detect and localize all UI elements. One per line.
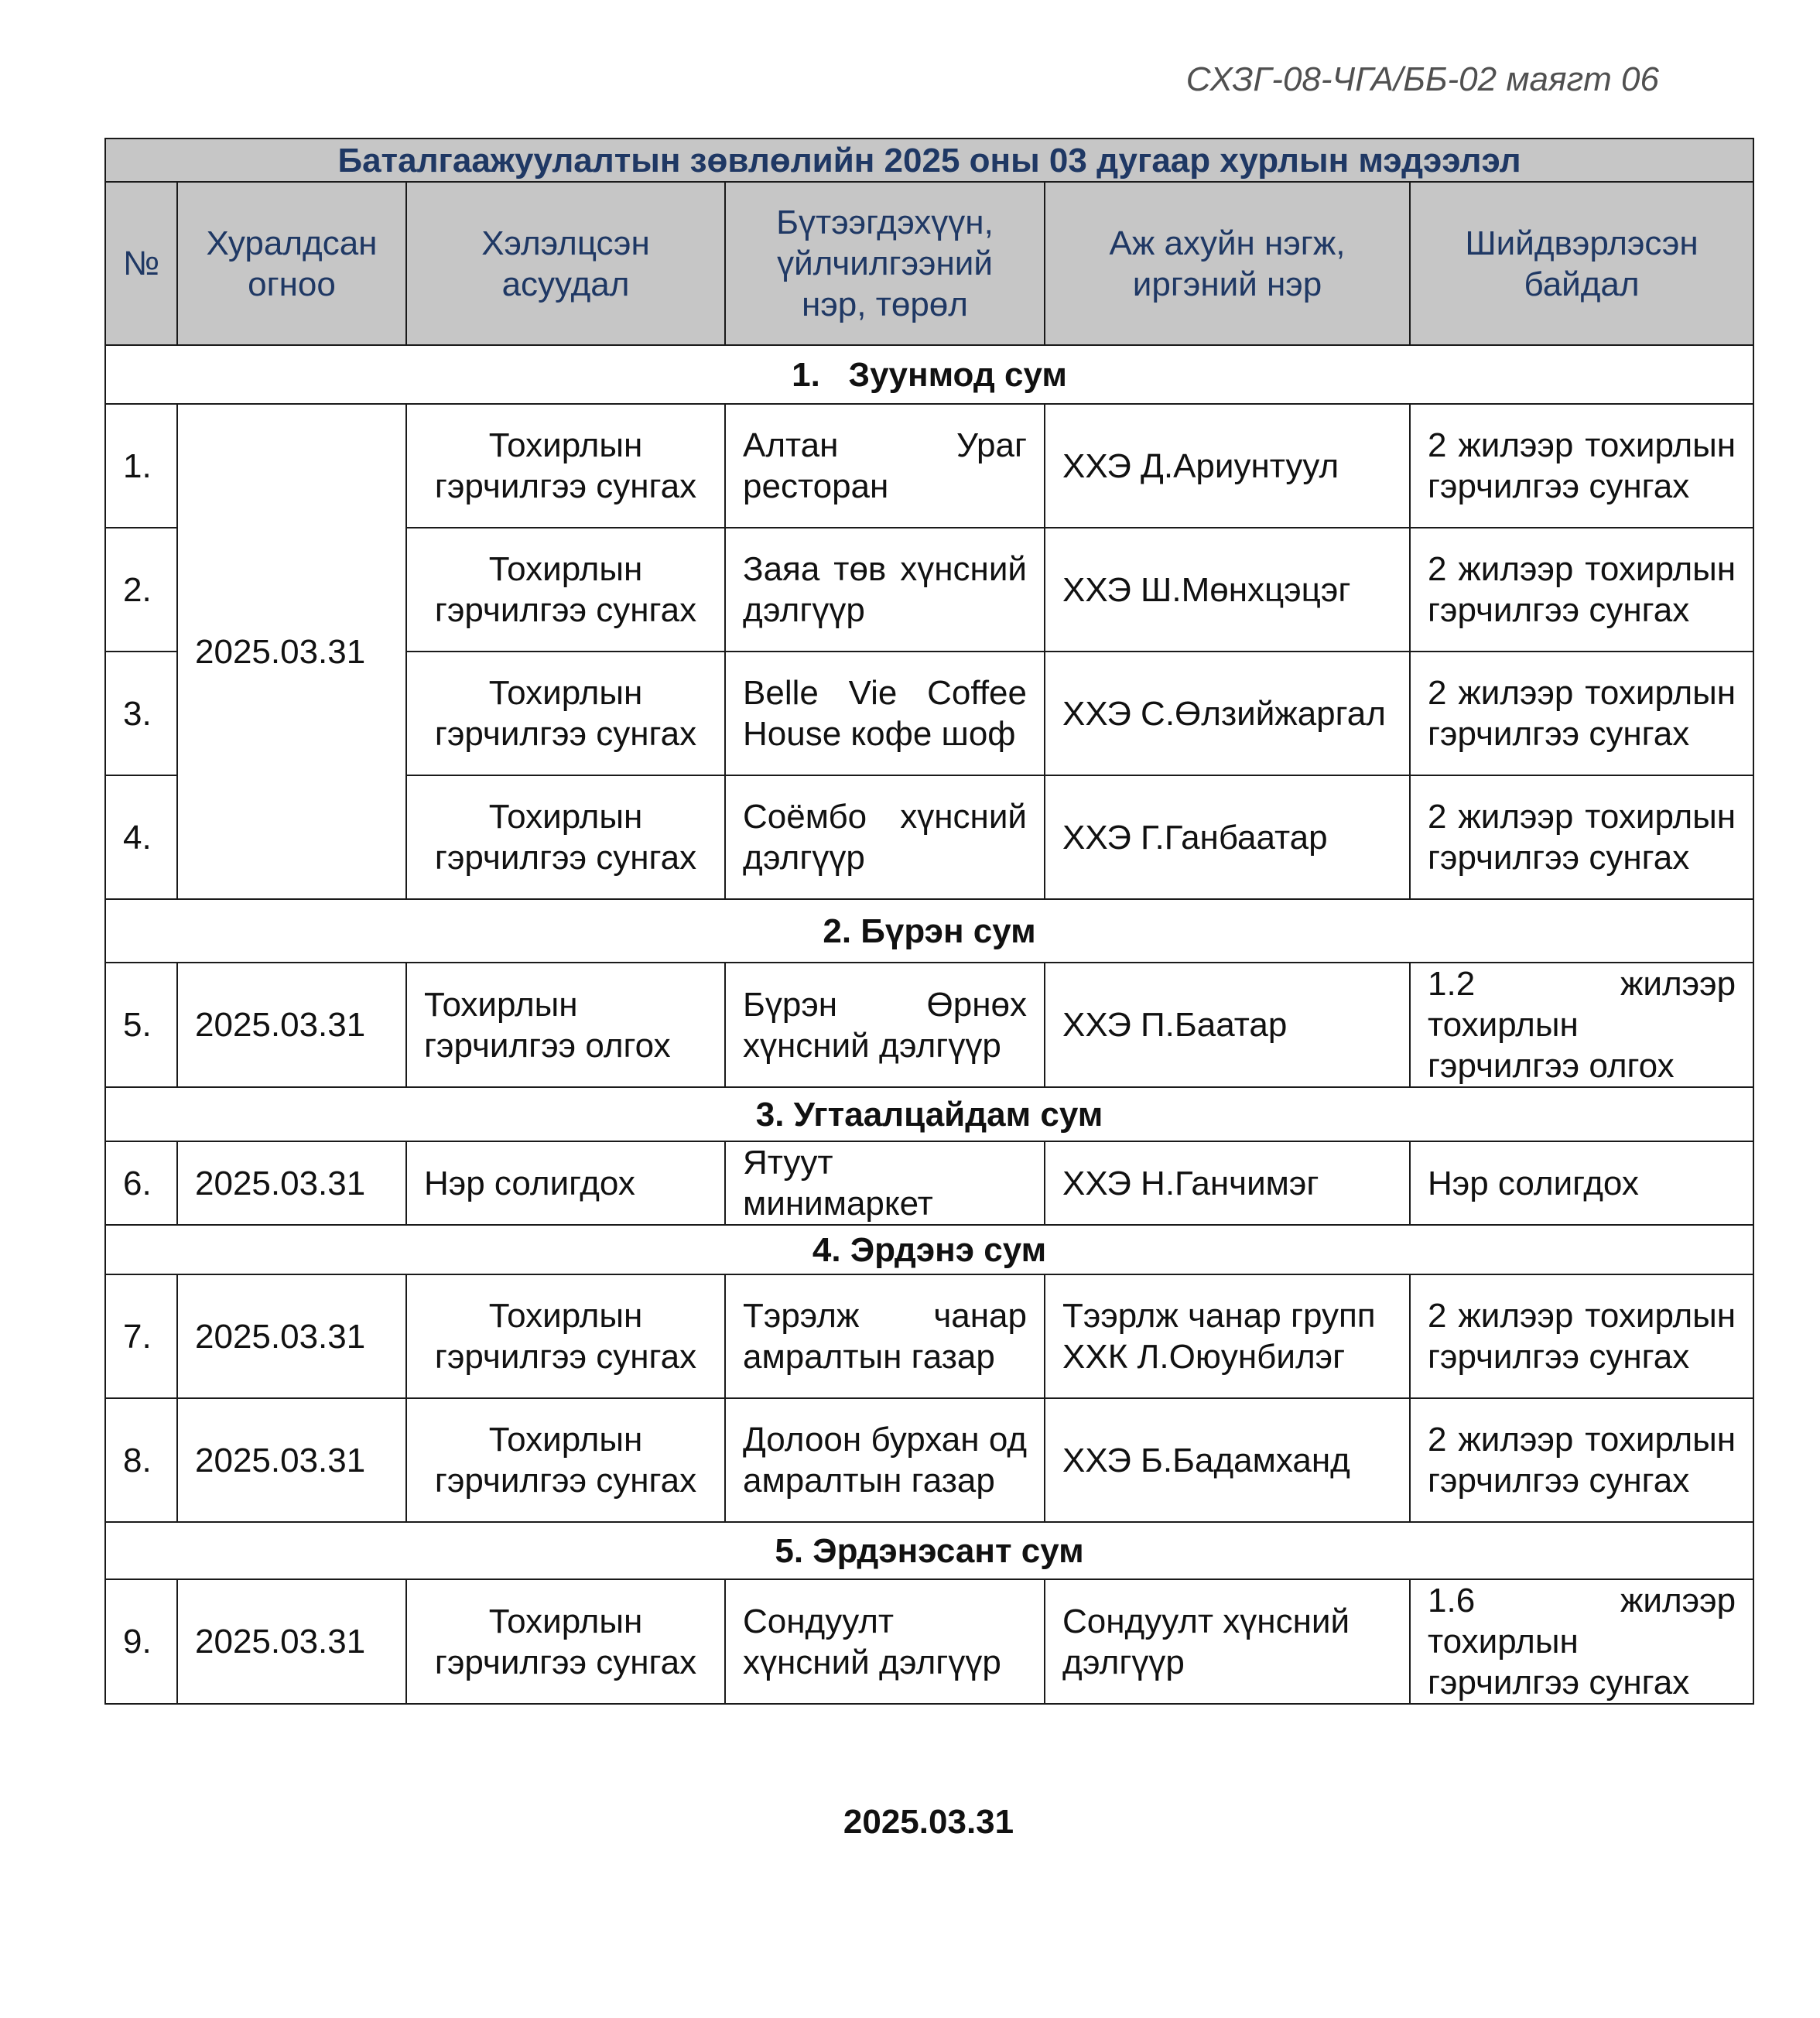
entity-cell: ХХЭ Н.Ганчимэг	[1045, 1141, 1410, 1225]
col-header-issue: Хэлэлцсэн асуудал	[406, 182, 725, 345]
row-number: 9.	[105, 1579, 177, 1704]
row-number: 5.	[105, 963, 177, 1087]
section-row	[105, 1522, 1753, 1579]
decision-cell: 2 жилээр тохирлын гэрчилгээ сунгах	[1410, 652, 1753, 775]
decision-cell: 2 жилээр тохирлын гэрчилгээ сунгах	[1410, 775, 1753, 899]
table-title-row	[105, 139, 1753, 182]
footer-date: 2025.03.31	[843, 1803, 1014, 1841]
table-row	[105, 1579, 1753, 1704]
decision-cell: 2 жилээр тохирлын гэрчилгээ сунгах	[1410, 404, 1753, 528]
meeting-date: 2025.03.31	[177, 1274, 406, 1398]
product-cell: Заяа төв хүнсний дэлгүүр	[725, 528, 1045, 652]
decision-cell: Нэр солигдох	[1410, 1141, 1753, 1225]
section-title: 2. Бүрэн сум	[105, 899, 1753, 963]
col-header-date: Хуралдсан огноо	[177, 182, 406, 345]
issue-cell: Нэр солигдох	[406, 1141, 725, 1225]
section-row	[105, 345, 1753, 404]
table-title: Баталгаажуулалтын зөвлөлийн 2025 оны 03 дугаар хурлын мэдээлэл	[105, 139, 1753, 182]
meeting-date: 2025.03.31	[177, 1579, 406, 1704]
product-cell: Belle Vie Coffee House кофе шоф	[725, 652, 1045, 775]
row-number: 3.	[105, 652, 177, 775]
issue-cell: Тохирлын гэрчилгээ сунгах	[406, 1579, 725, 1704]
decision-cell: 1.6 жилээр тохирлын гэрчилгээ сунгах	[1410, 1579, 1753, 1704]
section-row	[105, 899, 1753, 963]
product-cell: Ятуут минимаркет	[725, 1141, 1045, 1225]
issue-cell: Тохирлын гэрчилгээ сунгах	[406, 404, 725, 528]
decision-cell: 2 жилээр тохирлын гэрчилгээ сунгах	[1410, 1398, 1753, 1522]
decision-cell: 2 жилээр тохирлын гэрчилгээ сунгах	[1410, 528, 1753, 652]
entity-cell: ХХЭ Б.Бадамханд	[1045, 1398, 1410, 1522]
entity-cell: ХХЭ П.Баатар	[1045, 963, 1410, 1087]
row-number: 7.	[105, 1274, 177, 1398]
council-meeting-table	[104, 138, 1754, 1705]
section-row	[105, 1087, 1753, 1141]
col-header-entity: Аж ахуйн нэгж, иргэний нэр	[1045, 182, 1410, 345]
meeting-date: 2025.03.31	[177, 1141, 406, 1225]
form-code: СХЗГ-08-ЧГА/ББ-02 маягт 06	[1185, 60, 1659, 98]
section-title: 1. Зуунмод сум	[105, 345, 1753, 404]
section-title: 4. Эрдэнэ сум	[105, 1225, 1753, 1274]
section-row	[105, 1225, 1753, 1274]
issue-cell: Тохирлын гэрчилгээ сунгах	[406, 775, 725, 899]
entity-cell: ХХЭ Ш.Мөнхцэцэг	[1045, 528, 1410, 652]
meeting-date: 2025.03.31	[177, 1398, 406, 1522]
decision-cell: 1.2 жилээр тохирлын гэрчилгээ олгох	[1410, 963, 1753, 1087]
product-cell: Долоон бурхан од амралтын газар	[725, 1398, 1045, 1522]
entity-cell: Сондуулт хүнсний дэлгүүр	[1045, 1579, 1410, 1704]
table-row	[105, 404, 1753, 528]
entity-cell: ХХЭ С.Өлзийжаргал	[1045, 652, 1410, 775]
issue-cell: Тохирлын гэрчилгээ сунгах	[406, 528, 725, 652]
product-cell: Тэрэлж чанар амралтын газар	[725, 1274, 1045, 1398]
product-cell: Алтан Ураг ресторан	[725, 404, 1045, 528]
header-row	[105, 182, 1753, 345]
row-number: 4.	[105, 775, 177, 899]
meeting-date: 2025.03.31	[177, 963, 406, 1087]
row-number: 2.	[105, 528, 177, 652]
product-cell: Бүрэн Өрнөх хүнсний дэлгүүр	[725, 963, 1045, 1087]
issue-cell: Тохирлын гэрчилгээ сунгах	[406, 1398, 725, 1522]
product-cell: Сондуулт хүнсний дэлгүүр	[725, 1579, 1045, 1704]
entity-cell: ХХЭ Г.Ганбаатар	[1045, 775, 1410, 899]
col-header-no: №	[105, 182, 177, 345]
entity-cell: Тээрлж чанар групп ХХК Л.Оюунбилэг	[1045, 1274, 1410, 1398]
issue-cell: Тохирлын гэрчилгээ сунгах	[406, 652, 725, 775]
table-row	[105, 1274, 1753, 1398]
issue-cell: Тохирлын гэрчилгээ олгох	[406, 963, 725, 1087]
section-title: 3. Угтаалцайдам сум	[105, 1087, 1753, 1141]
issue-cell: Тохирлын гэрчилгээ сунгах	[406, 1274, 725, 1398]
table-row	[105, 1141, 1753, 1225]
entity-cell: ХХЭ Д.Ариунтуул	[1045, 404, 1410, 528]
product-cell: Соёмбо хүнсний дэлгүүр	[725, 775, 1045, 899]
table-row	[105, 1398, 1753, 1522]
row-number: 6.	[105, 1141, 177, 1225]
row-number: 8.	[105, 1398, 177, 1522]
meeting-date: 2025.03.31	[177, 404, 406, 899]
col-header-decision: Шийдвэрлэсэн байдал	[1410, 182, 1753, 345]
col-header-product: Бүтээгдэхүүн, үйлчилгээний нэр, төрөл	[725, 182, 1045, 345]
decision-cell: 2 жилээр тохирлын гэрчилгээ сунгах	[1410, 1274, 1753, 1398]
row-number: 1.	[105, 404, 177, 528]
table-row	[105, 963, 1753, 1087]
section-title: 5. Эрдэнэсант сум	[105, 1522, 1753, 1579]
